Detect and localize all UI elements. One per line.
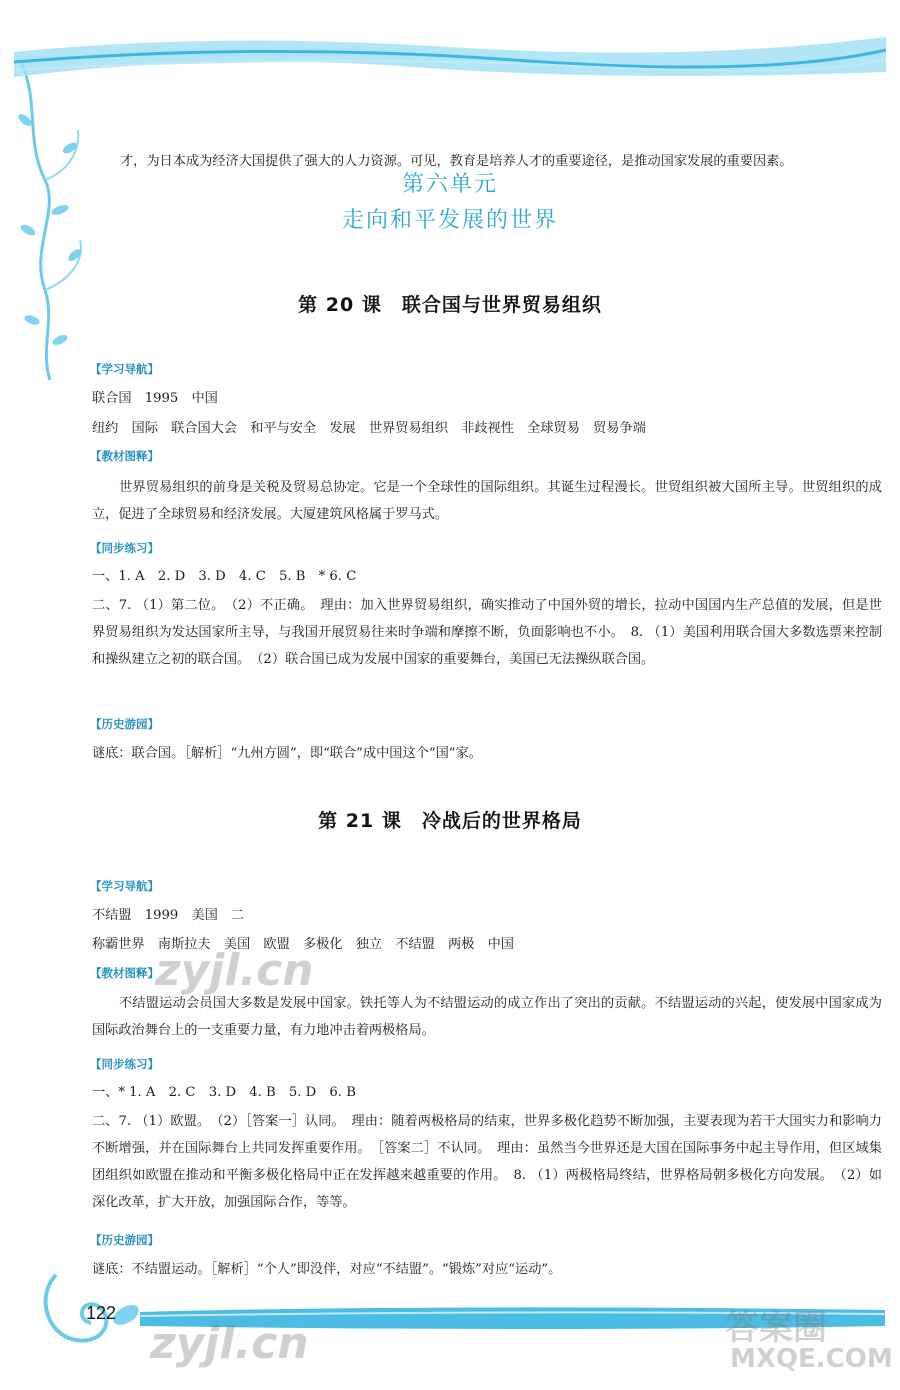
unit-name: 走向和平发展的世界 [341,208,558,233]
lesson-20-practice-one: 一、1. A 2. D 3. D 4. C 5. B * 6. C [92,569,357,584]
lesson-21-tujie-text: 不结盟运动会员国大多数是发展中国家。铁托等人为不结盟运动的成立作出了突出的贡献。不结盟运动的兴起，使发展中国家成为国际政治舞台上的一支重要力量，有力地冲击着两极格局。 [92,996,882,1038]
lesson-20-nav-tag: 【学习导航】 [90,362,159,376]
lesson-21-nav-line2: 称霸世界 南斯拉夫 美国 欧盟 多极化 独立 不结盟 两极 中国 [92,937,514,952]
lesson-21-practice-one: 一、* 1. A 2. C 3. D 4. B 5. D 6. B [92,1085,356,1100]
lesson-21-nav-tag: 【学习导航】 [90,879,159,893]
watermark-center: zyjl.cn [155,945,314,996]
watermark-bottom: zyjl.cn [150,1318,309,1369]
lesson-20-nav-line1: 联合国 1995 中国 [92,391,218,406]
header-band [14,32,886,82]
intro-line: 才，为日本成为经济大国提供了强大的人力资源。可见，教育是培养人才的重要途径，是推动国家发展的重要因素。 [120,154,793,169]
lesson-21-garden-tag: 【历史游园】 [90,1233,159,1247]
lesson-20-tujie-text: 世界贸易组织的前身是关税及贸易总协定。它是一个全球性的国际组织。其诞生过程漫长。世贸组织被大国所主导。世贸组织的成立，促进了全球贸易和经济发展。大厦建筑风格属于罗马式。 [92,480,882,522]
lesson-20-title: 第 20 课 联合国与世界贸易组织 [298,294,602,316]
unit-number: 第六单元 [401,172,498,197]
lesson-20-tujie-tag: 【教材图释】 [90,449,159,463]
lesson-20-garden-text: 谜底：联合国。［解析］“九州方圆”，即“联合”成中国这个“国”家。 [92,746,482,761]
watermark-logo: 答案圈 [725,1308,827,1348]
lesson-21-nav-line1: 不结盟 1999 美国 二 [92,908,245,923]
lesson-21-tujie-tag: 【教材图释】 [90,966,159,980]
lesson-21-practice-two: 二、7. （1）欧盟。 （2）［答案一］认同。 理由：随着两极格局的结束，世界多极化趋势不断加强，主要表现为若干大国实力和影响力不断增强，并在国际舞台上共同发挥重要作用。 ［答案二］不认同。 理由：虽然当今世界还是大国在国际事务中起主导作用，但区域集团组织如欧盟在推动和平衡多极化格局中正在发挥越来越重要的作用。 8. （1）两极格局终结，世界格局朝多极化方向发展。 （2）如深化改革，扩大开放，加强国际合作，等等。 [92,1114,882,1210]
lesson-20-nav-line2: 纽约 国际 联合国大会 和平与安全 发展 世界贸易组织 非歧视性 全球贸易 贸易争端 [92,421,646,436]
page-number: 122 [86,1303,117,1323]
lesson-20-garden-tag: 【历史游园】 [90,717,159,731]
watermark-domain: MXQE.COM [730,1344,893,1374]
lesson-20-practice-tag: 【同步练习】 [90,541,159,555]
lesson-20-practice-two: 二、7. （1）第二位。 （2）不正确。 理由：加入世界贸易组织，确实推动了中国外贸的增长，拉动中国国内生产总值的发展，但是世界贸易组织为发达国家所主导，与我国开展贸易往来时争端和摩擦不断，负面影响也不小。 8. （1）美国利用联合国大多数选票来控制和操纵建立之初的联合国。 （2）联合国已成为发展中国家的重要舞台，美国已无法操纵联合国。 [92,598,882,667]
lesson-21-title: 第 21 课 冷战后的世界格局 [318,810,582,832]
lesson-21-garden-text: 谜底：不结盟运动。［解析］“个人”即没伴，对应“不结盟”。“锻炼”对应“运动”。 [92,1262,562,1277]
lesson-21-practice-tag: 【同步练习】 [90,1057,159,1071]
